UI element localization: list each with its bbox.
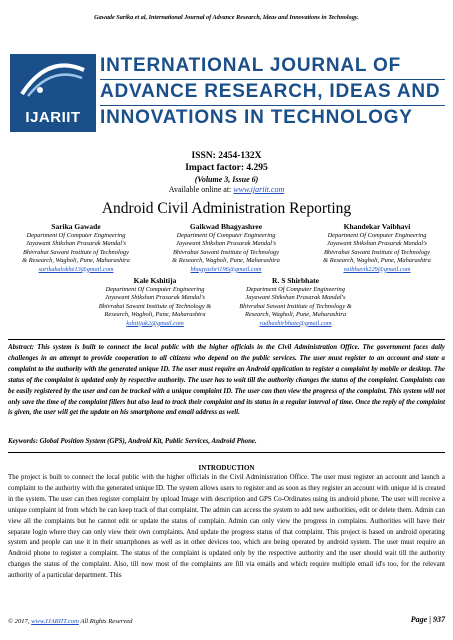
issn: ISSN: 2454-132X: [191, 151, 262, 161]
author-name: Gaikwad Bhagyashree: [189, 222, 263, 231]
page-number: Page | 937: [410, 615, 445, 624]
author-dept: Department Of Computer Engineering: [327, 232, 427, 239]
ijariit-logo: [10, 54, 96, 132]
author-dept: Department Of Computer Engineering: [26, 232, 126, 239]
introduction-text: The project is built to connect the local public with the higher officials in the Civil Administration Office. The user must register an account and launch a complaint to the authority with the generated unique ID. The system allows users to register and as soon as they register an account with unique id is created in the system. The user can then register complaint by upload Image with description and GPS Co-Ordinates using its android phone. The user will receive a unique complaint id from which he can keep track of that complaint. The admin can access the system to add new authorities, edit or delete them. Admin can view all the complaints but he cannot edit or update the status of complain. Admin can only view the progress in complains. Authorities will have their separate login where they can only view their own complaints. And update the progress status of that complaint. This project is based on android operating system and people can use it in their smartphones as well as in other devices too, which are being operated by android system. The user must require an Android phone to register a complaint. The status of the complaint is updated only by the respective authority and the user should wait till the authority changes the status of the complaint. Also, till now most of the complaints are fill via emails and which require multiple email id's too, for the relevant authority of a particular department. This: [8, 474, 445, 580]
author-inst: Bhivrabai Sawant Institute of Technology: [173, 248, 279, 256]
logo-text: IJARIIT: [25, 109, 81, 126]
author-block: [306, 222, 448, 274]
keywords-bottom-rule: [8, 452, 445, 453]
paper-title: Android Civil Administration Reporting: [101, 200, 352, 217]
author-inst: Bhivrabai Sawant Institute of Technology: [23, 248, 129, 256]
author-dept: Department Of Computer Engineering: [176, 232, 276, 239]
author-block: [6, 222, 146, 274]
author-name: Kale Kshitija: [133, 276, 177, 285]
author-loc: Research, Wagholi, Pune, Maharashtra: [244, 311, 347, 319]
abstract-top-rule: [8, 339, 445, 340]
logo-swoosh-icon: [18, 60, 88, 100]
footer-link[interactable]: www.IJARIIT.com: [31, 618, 79, 625]
author-loc: & Research, Wagholi, Pune, Maharashtra: [22, 257, 130, 265]
author-inst: Bhivrabai Sawant Institute of Technology &: [98, 302, 212, 310]
author-email[interactable]: radhashirbhate@gmail.com: [259, 319, 332, 327]
journal-link[interactable]: www.ijariit.com: [233, 185, 285, 194]
impact-factor: Impact factor: 4.295: [185, 163, 268, 173]
footer-prefix: © 2017,: [8, 618, 32, 625]
section-heading: INTRODUCTION: [198, 464, 255, 472]
journal-title-line3: INNOVATIONS IN TECHNOLOGY: [100, 107, 413, 128]
author-block: [156, 222, 296, 274]
available-online: [0, 185, 453, 194]
author-org: Jayawant Shikshan Prasarak Mandal's: [176, 240, 276, 248]
footer-copyright: [8, 618, 132, 625]
abstract: Abstract: This system is built to connect the local public with the higher officials in the Civil Administration Office. The government faces daily challenges in an attempt to provide cooperation to all citizens who depend on the public services. The user must register to an account and state a complaint to the authority with the generated unique ID. The user must require an Android application to register a complaint by mobile or desktop. The status of the complaint is updated only by respective authority. The user has to wait till the authority changes the status of the complaint. Complaints can be easily registered by the user and can be tracked with a unique complaint ID. The user can then view the progress of the complaint. This system will not only save the time of the complaint fillers but also lead to track their complaint and its status in a regular interval of time. Once the reply of the complaint is given, the user will get the update on his smartphone and email address as well.: [8, 344, 445, 417]
author-name: Sarika Gawade: [51, 222, 101, 231]
author-dept: Department Of Computer Engineering: [105, 286, 205, 293]
author-name: R. S Shirbhate: [272, 276, 319, 285]
author-org: Jayawant Shikshan Prasarak Mandal's: [105, 294, 205, 302]
footer-suffix: All Rights Reserved: [78, 618, 133, 625]
author-block: [228, 276, 363, 328]
author-org: Jayawant Shikshan Prasarak Mandal's: [26, 240, 126, 248]
author-inst: Bhivrabai Sawant Institute of Technology &: [239, 302, 352, 310]
author-email[interactable]: kshitijak2@gmail.com: [126, 319, 184, 327]
keywords: Keywords: Global Position System (GPS), Android Kit, Public Services, Android Phone.: [8, 438, 257, 445]
author-email[interactable]: vaibhavik229@gmail.com: [343, 265, 411, 273]
author-inst: Bhivrabai Sawant Institute of Technology: [324, 248, 430, 256]
running-header: Gawade Sarika et al, International Journal of Advance Research, Ideas and Innovations in Technology.: [94, 14, 359, 21]
author-org: Jayawant Shikshan Prasarak Mandal's: [327, 240, 427, 248]
author-loc: Research, Wagholi, Pune, Maharashtra: [104, 311, 206, 319]
author-org: Jayawant Shikshan Prasarak Mandal's: [245, 294, 346, 302]
journal-title-line1: INTERNATIONAL JOURNAL OF: [100, 55, 402, 76]
journal-title-line2: ADVANCE RESEARCH, IDEAS AND: [100, 81, 441, 102]
volume-issue: (Volume 3, Issue 6): [194, 175, 259, 184]
author-dept: Department Of Computer Engineering: [246, 286, 345, 293]
author-email[interactable]: bhagyashri196@gmail.com: [190, 265, 262, 273]
author-block: [90, 276, 220, 328]
author-loc: & Research, Wagholi, Pune, Maharashtra: [323, 257, 431, 265]
author-email[interactable]: sarikakalokhe13@gmail.com: [38, 265, 114, 273]
author-name: Khandekar Vaibhavi: [343, 222, 411, 231]
available-prefix: Available online at:: [168, 185, 234, 194]
author-loc: & Research, Wagholi, Pune, Maharashtra: [172, 257, 280, 265]
